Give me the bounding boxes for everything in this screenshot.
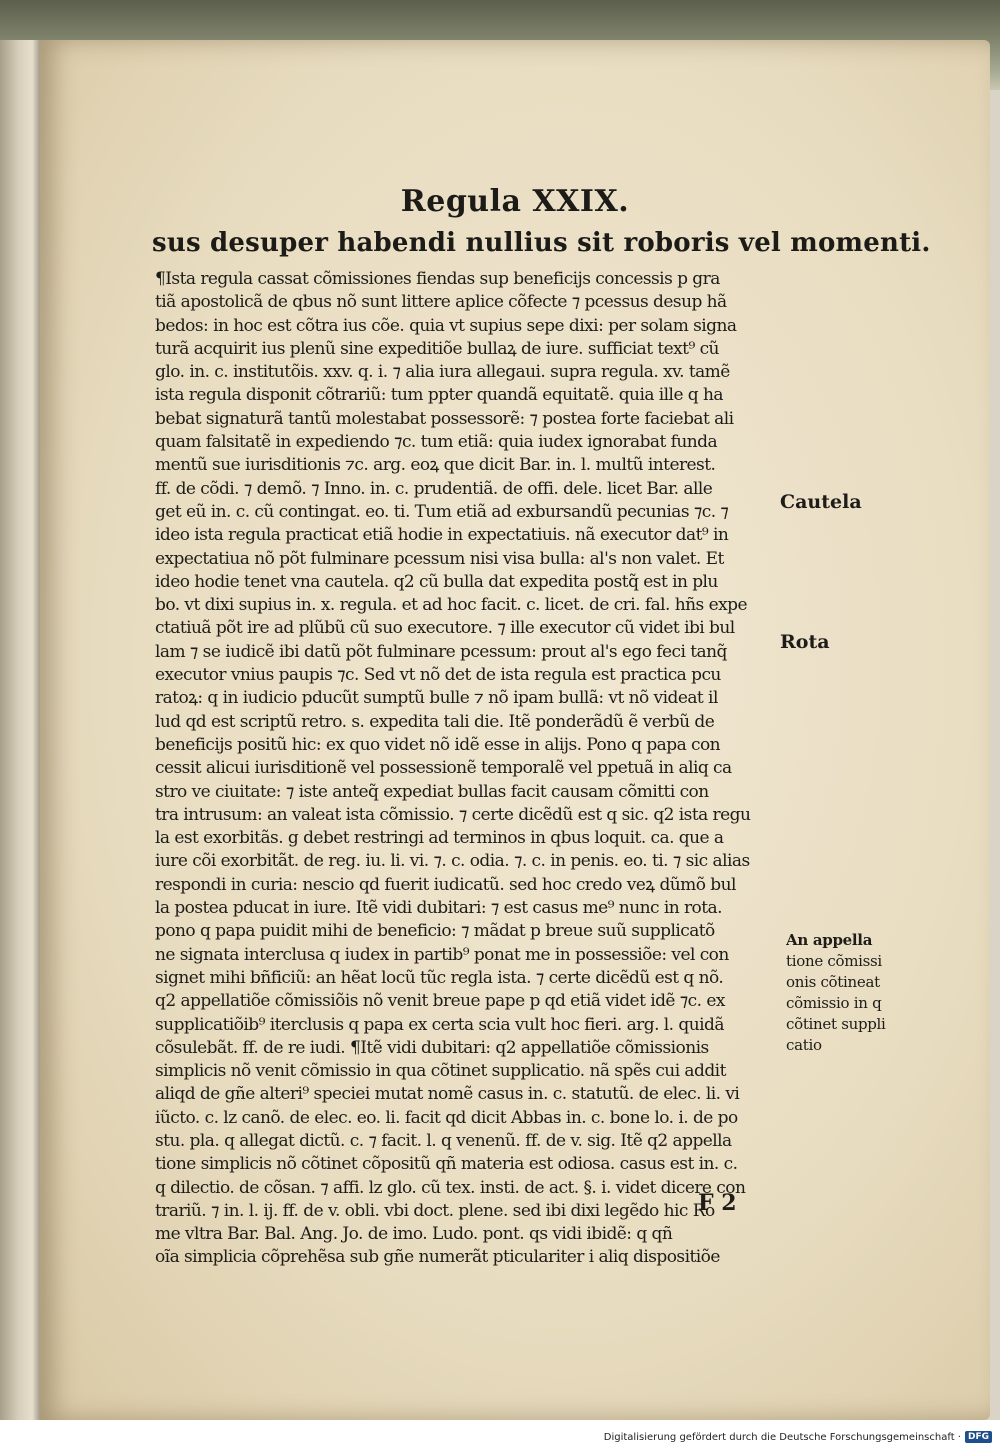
- text-line: lam ⁊ se iudicẽ ibi datũ põt fulminare pcessum: prout al's ego feci tanq̃: [155, 641, 727, 662]
- margin-note-rota: Rota: [780, 631, 830, 653]
- dfg-logo: DFG: [965, 1431, 992, 1443]
- text-line: ¶Ista regula cassat cõmissiones fiendas sup beneficijs concessis p gra: [155, 269, 720, 289]
- text-line: tione simplicis nõ cõtinet cõpositũ qñ materia est odiosa. casus est in. c.: [155, 1154, 738, 1175]
- text-line: iũcto. c. lz canõ. de elec. eo. li. facit qd dicit Abbas in. c. bone lo. i. de po: [155, 1107, 738, 1128]
- margin-note-line: cõtinet suppli: [786, 1015, 886, 1033]
- footer-credit: [604, 1431, 992, 1443]
- running-head: Regula XXIX.: [400, 184, 630, 219]
- text-line: simplicis nõ venit cõmissio in qua cõtinet supplicatio. nã spẽs cui addit: [155, 1061, 726, 1082]
- text-line: cõsulebãt. ff. de re iudi. ¶Itẽ vidi dubitari: q2 appellatiõe cõmissionis: [155, 1037, 709, 1058]
- text-line: ne signata interclusa q iudex in partib⁹ ponat me in possessiõe: vel con: [155, 944, 729, 965]
- text-line: iure cõi exorbitãt. de reg. iu. li. vi. ⁊. c. odia. ⁊. c. in penis. eo. ti. ⁊ sic alias: [155, 851, 750, 872]
- text-line: tiã apostolicã de qbus nõ sunt littere aplice cõfecte ⁊ pcessus desup hã: [155, 292, 727, 313]
- text-line: pono q papa puidit mihi de beneficio: ⁊ mãdat p breue suũ supplicatõ: [155, 921, 715, 942]
- text-line: get eũ in. c. cũ contingat. eo. ti. Tum etiã ad exbursandũ pecunias ⁊c. ⁊: [155, 501, 729, 522]
- text-line: oĩa simplicia cõprehẽsa sub gñe numerãt pticulariter i aliq dispositiõe: [155, 1247, 720, 1268]
- text-line: bo. vt dixi supius in. x. regula. et ad hoc facit. c. licet. de cri. fal. hñs expe: [155, 595, 747, 616]
- body-text: [155, 268, 815, 1270]
- text-line: tra intrusum: an valeat ista cõmissio. ⁊ certe dicẽdũ est q sic. q2 ista regu: [155, 804, 751, 825]
- text-line: signet mihi bñficiũ: an hẽat locũ tũc regla ista. ⁊ certe dicẽdũ est q nõ.: [155, 967, 724, 988]
- text-line: aliqd de gñe alteri⁹ speciei mutat nomẽ casus in. c. statutũ. de elec. li. vi: [155, 1084, 740, 1105]
- text-line: q dilectio. de cõsan. ⁊ affi. lz glo. cũ tex. insti. de act. §. i. videt dicere con: [155, 1177, 746, 1198]
- text-line: q2 appellatiõe cõmissiõis nõ venit breue pape p qd etiã videt idẽ ⁊c. ex: [155, 991, 725, 1012]
- text-line: la postea pducat in iure. Itẽ vidi dubitari: ⁊ est casus me⁹ nunc in rota.: [155, 898, 722, 919]
- text-line: quam falsitatẽ in expediendo ⁊c. tum etiã: quia iudex ignorabat funda: [155, 432, 718, 453]
- text-line: supplicatiõib⁹ iterclusis q papa ex certa scia vult hoc fieri. arg. l. quidã: [155, 1014, 724, 1035]
- margin-note-appellatio: [786, 930, 911, 1056]
- text-line: glo. in. c. institutõis. xxv. q. i. ⁊ alia iura allegaui. supra regula. xv. tamẽ: [155, 362, 730, 383]
- text-line: executor vnius paupis ⁊c. Sed vt nõ det de ista regula est practica pcu: [155, 665, 721, 686]
- text-line: stro ve ciuitate: ⁊ iste anteq̃ expediat bullas facit causam cõmitti con: [155, 781, 709, 802]
- text-line: mentũ sue iurisditionis ⁊c. arg. eoꝝ que dicit Bar. in. l. multũ interest.: [155, 455, 716, 476]
- margin-note-line: tione cõmissi: [786, 952, 882, 970]
- text-line: ratoꝝ: q in iudicio pducũt sumptũ bulle ⁊ nõ ipam bullã: vt nõ videat il: [155, 688, 718, 709]
- text-line: bedos: in hoc est cõtra ius cõe. quia vt supius sepe dixi: per solam signa: [155, 315, 737, 336]
- signature-mark: F 2: [698, 1190, 737, 1216]
- text-line: beneficijs positũ hic: ex quo videt nõ idẽ esse in alijs. Pono q papa con: [155, 734, 721, 755]
- text-line: ista regula disponit cõtrariũ: tum ppter quandã equitatẽ. quia ille q ha: [155, 385, 723, 406]
- footer-credit-text: Digitalisierung gefördert durch die Deutsche Forschungsgemeinschaft ·: [603, 1431, 961, 1443]
- margin-note-line: onis cõtineat: [786, 973, 880, 991]
- margin-note-line: An appella: [786, 931, 873, 949]
- text-line: lud qd est scriptũ retro. s. expedita tali die. Itẽ ponderãdũ ẽ verbũ de: [155, 711, 715, 732]
- text-line: ideo hodie tenet vna cautela. q2 cũ bulla dat expedita postq̃ est in plu: [155, 571, 718, 592]
- text-line: expectatiua nõ põt fulminare pcessum nisi visa bulla: al's non valet. Et: [155, 548, 724, 569]
- text-line: bebat signaturã tantũ molestabat possessorẽ: ⁊ postea forte faciebat ali: [155, 408, 734, 429]
- margin-note-line: catio: [786, 1036, 822, 1054]
- text-line: turã acquirit ius plenũ sine expeditiõe bullaꝝ de iure. sufficiat text⁹ cũ: [155, 338, 719, 359]
- text-line: la est exorbitãs. g debet restringi ad terminos in qbus loquit. ca. que a: [155, 828, 724, 849]
- text-line: ideo ista regula practicat etiã hodie in expectatiuis. nã executor dat⁹ in: [155, 525, 729, 546]
- text-line: respondi in curia: nescio qd fuerit iudicatũ. sed hoc credo veꝝ dũmõ bul: [155, 874, 736, 895]
- margin-note-line: cõmissio in q: [786, 994, 882, 1012]
- text-line: ff. de cõdi. ⁊ demõ. ⁊ Inno. in. c. prudentiã. de offi. dele. licet Bar. alle: [155, 478, 713, 499]
- margin-note-cautela: Cautela: [780, 491, 862, 513]
- book-page: [40, 40, 990, 1420]
- text-line: cessit alicui iurisditionẽ vel possessionẽ temporalẽ vel ppetuã in aliq ca: [155, 758, 732, 779]
- text-line: stu. pla. q allegat dictũ. c. ⁊ facit. l. q venenũ. ff. de v. sig. Itẽ q2 appella: [155, 1130, 732, 1151]
- page-heading: sus desuper habendi nullius sit roboris vel momenti.: [152, 228, 931, 258]
- text-line: me vltra Bar. Bal. Ang. Jo. de imo. Ludo. pont. qs vidi ibidẽ: q qñ: [155, 1224, 673, 1245]
- text-line: ctatiuã põt ire ad plũbũ cũ suo executore. ⁊ ille executor cũ videt ibi bul: [155, 618, 735, 639]
- text-line: trariũ. ⁊ in. l. ij. ff. de v. obli. vbi doct. plene. sed ibi dixi legẽdo hic Ro: [155, 1200, 715, 1221]
